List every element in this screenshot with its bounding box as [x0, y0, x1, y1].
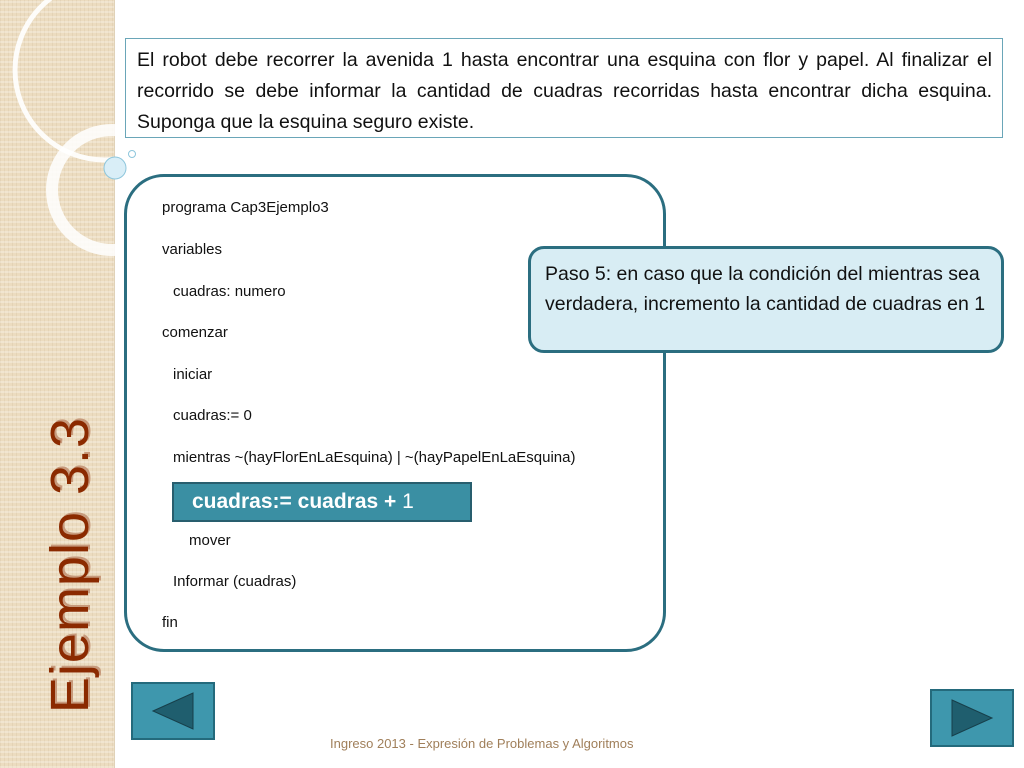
code-line-init: cuadras:= 0 — [173, 407, 252, 424]
slide-title: Ejemplo 3.3 — [40, 416, 100, 714]
next-slide-button[interactable] — [930, 689, 1014, 747]
code-line-comenzar: comenzar — [162, 324, 228, 341]
footer-text: Ingreso 2013 - Expresión de Problemas y Algoritmos — [330, 736, 634, 751]
triangle-left-icon — [133, 684, 213, 738]
step-callout: Paso 5: en caso que la condición del mientras sea verdadera, incremento la cantidad de cuadras en 1 — [528, 246, 1004, 353]
code-line-programa: programa Cap3Ejemplo3 — [162, 199, 329, 216]
previous-slide-button[interactable] — [131, 682, 215, 740]
triangle-right-icon — [932, 691, 1012, 745]
code-line-mover: mover — [189, 532, 231, 549]
highlight-expression: cuadras:= cuadras + — [192, 490, 397, 513]
code-line-variables: variables — [162, 241, 223, 258]
code-line-iniciar: iniciar — [173, 366, 213, 383]
highlighted-code-line — [172, 482, 472, 522]
code-line-mientras: mientras ~(hayFlorEnLaEsquina) | ~(hayPapelEnLaEsquina) — [173, 449, 576, 466]
code-line-declaration: cuadras: numero — [173, 283, 286, 300]
code-line-fin: fin — [162, 614, 178, 631]
highlight-number: 1 — [402, 490, 414, 513]
code-line-informar: Informar (cuadras) — [173, 573, 297, 590]
problem-statement: El robot debe recorrer la avenida 1 hasta encontrar una esquina con flor y papel. Al finalizar el recorrido se debe informar la cantidad de cuadras recorridas hasta encontrar dicha esquina. Suponga que la esquina seguro existe. — [125, 38, 1003, 138]
